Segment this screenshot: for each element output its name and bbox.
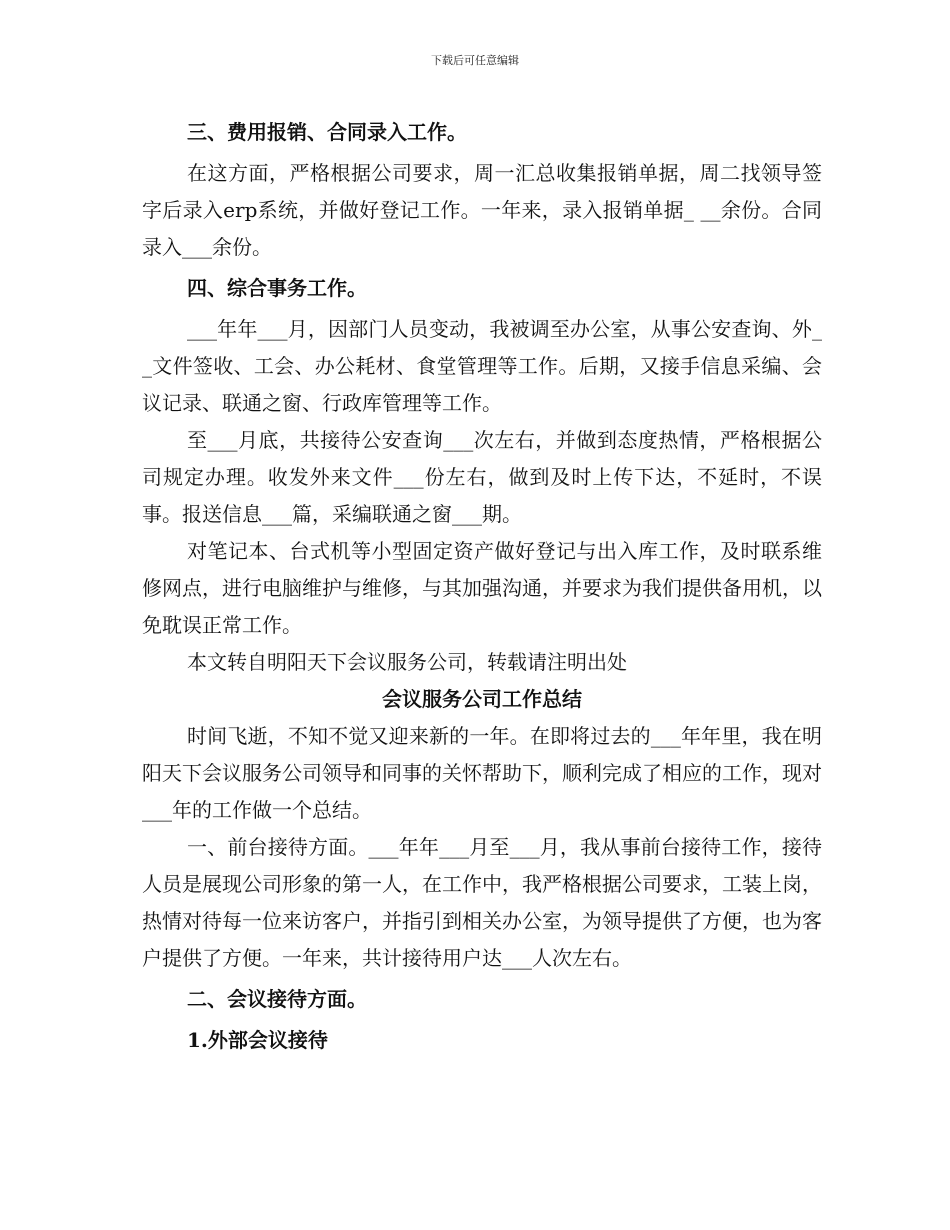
section-4-paragraph-2: 至___月底，共接待公安查询___次左右，并做到态度热情，严格根据公司规定办理。收发外来文件___份左右，做到及时上传下达，不延时，不误事。报送信息___篇，采编联通之窗___期。 xyxy=(142,428,822,526)
article-intro: 时间飞逝，不知不觉又迎来新的一年。在即将过去的___年年里，我在明阳天下会议服务公司领导和同事的关怀帮助下，顺利完成了相应的工作，现对___年的工作做一个总结。 xyxy=(142,724,822,822)
article-section-2-heading: 二、会议接待方面。 xyxy=(187,987,367,1011)
article-paragraph-1: 一、前台接待方面。___年年___月至___月，我从事前台接待工作，接待人员是展现公司形象的第一人，在工作中，我严格根据公司要求，工装上岗，热情对待每一位来访客户，并指引到相关办公室，为领导提供了方便，也为客户提供了方便。一年来，共计接待用户达___人次左右。 xyxy=(142,835,822,970)
section-4-paragraph-1: ___年年___月，因部门人员变动，我被调至办公室，从事公安查询、外__文件签收、工会、办公耗材、食堂管理等工作。后期，又接手信息采编、会议记录、联通之窗、行政库管理等工作。 xyxy=(142,317,822,415)
document-body xyxy=(142,110,822,1063)
source-note: 本文转自明阳天下会议服务公司，转载请注明出处 xyxy=(187,650,627,674)
section-4-paragraph-3: 对笔记本、台式机等小型固定资产做好登记与出入库工作，及时联系维修网点，进行电脑维护与维修，与其加强沟通，并要求为我们提供备用机，以免耽误正常工作。 xyxy=(142,539,822,637)
article-title: 会议服务公司工作总结 xyxy=(382,687,582,711)
section-3-heading: 三、费用报销、合同录入工作。 xyxy=(187,120,467,144)
section-4-heading: 四、综合事务工作。 xyxy=(187,276,367,300)
section-3-paragraph: 在这方面，严格根据公司要求，周一汇总收集报销单据，周二找领导签字后录入erp系统，并做好登记工作。一年来，录入报销单据_ __余份。合同录入___余份。 xyxy=(142,161,822,259)
article-subheading-1: 1.外部会议接待 xyxy=(187,1028,328,1052)
page-header: 下载后可任意编辑 xyxy=(431,54,519,67)
